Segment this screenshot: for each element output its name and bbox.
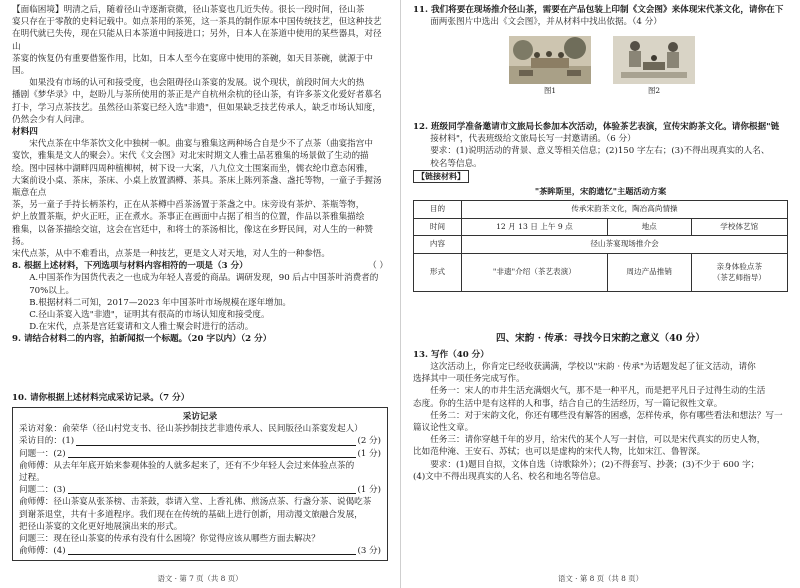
- text-line: (4)文中不得出现真实的人名、校名和地名等信息。: [413, 471, 606, 482]
- option-a-cont: 70%以上。: [29, 285, 75, 296]
- right-page: [400, 0, 800, 588]
- record-title: 采访记录: [182, 411, 218, 422]
- cell-head: 目的: [414, 200, 462, 218]
- plan-row-content: [414, 236, 788, 254]
- question-8-stem: 8. 根据上述材料，下列选项与材料内容相符的一项是（3 分）: [12, 261, 248, 272]
- option-d[interactable]: D.在宋代，点茶是宫廷宴请和文人雅士聚会时进行的活动。: [29, 322, 254, 333]
- text-line: 宴饮，雅集是文人的聚会）。宋代《文会图》对北宋时期文人雅士品茗雅集的场景做了生动的描: [12, 151, 369, 162]
- cell-head: 地点: [607, 218, 691, 236]
- text-line: 播剧《梦华录》中，赵盼儿与茶所使用的茶正是产自杭州余杭的径山茶，有许多茶文化爱好者慕名: [12, 90, 382, 101]
- cell-value: 传承宋韵茶文化，陶冶高尚情操: [462, 200, 788, 218]
- record-purpose-row[interactable]: [19, 435, 381, 447]
- page-footer: 语文 · 第 7 页（共 8 页）: [157, 574, 243, 584]
- record-q1-row[interactable]: [19, 448, 381, 460]
- question-10-stem: 10. 请你根据上述材料完成采访记录。（7 分）: [12, 392, 190, 403]
- text-line: 茶，另一童子手持长柄茶杓，正在从茶樽中舀茶汤置于茶盏之中。床旁设有茶炉、茶瓶等物，: [12, 200, 365, 211]
- image-2-caption: 图2: [647, 86, 661, 96]
- left-column: [12, 4, 388, 561]
- record-q2-row[interactable]: [19, 484, 381, 496]
- text-line: 宋代点茶在中华茶饮文化中独树一帜。曲宴与雅集这两种场合自是少不了点茶（曲宴指宫中: [29, 139, 373, 150]
- task-three: 任务三：请你穿越千年的岁月，给宋代的某个人写一封信，可以是宋代真实的历史人物，: [430, 435, 766, 446]
- cell-value: 径山茶宴现场推介会: [462, 236, 788, 254]
- question-11: [413, 4, 788, 28]
- question-12-line: 校名等信息。: [430, 158, 482, 169]
- painting-2-picture: [613, 36, 695, 84]
- answer-line[interactable]: [68, 457, 356, 458]
- text-line: 宴只存在于零散的史料记载中。如点茶用的茶筅，这一茶具的制作原本中国传统技艺，但这种技艺: [12, 17, 382, 28]
- text-line: 仍然会少有人问津。: [12, 114, 90, 125]
- score: (1 分): [357, 448, 381, 459]
- passage-difficulty: [12, 4, 388, 126]
- text-line: 如果没有市场的认可和接受度，也会阻碍径山茶宴的发展。说个现状，前段时间大火的热: [29, 78, 365, 89]
- record-q2-label: 问题二：(3): [19, 485, 66, 496]
- question-8: [12, 260, 388, 272]
- image-1-caption: 图1: [543, 86, 557, 96]
- cell-line: 亲身体验点茶: [716, 261, 763, 271]
- plan-row-time: [414, 218, 788, 236]
- question-8-options: [12, 272, 388, 333]
- option-b[interactable]: B.根据材料二可知，2017—2023 年中国茶叶市场规模在逐年增加。: [29, 297, 291, 308]
- cell-head: 形式: [414, 254, 462, 292]
- interview-record: [12, 407, 388, 561]
- cell-head: 时间: [414, 218, 462, 236]
- record-a2-line: 到谢茶退堂，共有十多道程序。我们现在在传统的基础上进行创新，用动漫文旅融合发展，: [19, 509, 363, 520]
- question-12: [413, 121, 788, 170]
- cell-value: 周边产品推销: [607, 254, 691, 292]
- task-two: 任务二：对于宋韵文化，你还有哪些没有解答的困惑，怎样传承，你有哪些看法和想法？写一: [430, 410, 783, 421]
- text-line: 炉上放置茶瓶，炉火正旺，正在煮水。茶事正在画面中占据了相当的位置，作品以茶雅集描绘: [12, 212, 365, 223]
- requirements: 要求：(1)题目自拟，文体自选（诗歌除外）；(2)不得套写、抄袭；(3)不少于 600 字；: [430, 459, 760, 470]
- record-q1-label: 问题一：(2): [19, 448, 66, 459]
- record-q3: 问题三：现在径山茶宴的传承有没有什么困境？你觉得应该从哪些方面去解决？: [19, 533, 320, 544]
- text-line: 打卡，学习点茶技艺。虽然径山茶宴已经入选"非遗"，但如果缺乏技艺传承人，缺乏市场认知度，: [12, 102, 381, 113]
- text-line: 茶宴的恢复仍有重要借鉴作用，比如，日本人至今在宴席中使用的茶碗，如天目茶碗，就源于中国。: [12, 53, 373, 77]
- record-a3-row[interactable]: [19, 545, 381, 557]
- text-line: 态度。你的生活中是有这样的人和事，结合自己的生活经历，写一篇记叙性文章。: [413, 398, 723, 409]
- cell-value: 学校体艺馆: [691, 218, 787, 236]
- text-line: 雅集，以备茶描绘交谊，这会在宫廷中，和将士的茶汤相比，像这在乡野民间，对人生的一种赞扬。: [12, 224, 373, 247]
- link-material-label: 【链接材料】: [413, 170, 469, 183]
- question-12-line: 12. 班级同学准备邀请市文旅局长参加本次活动，体验茶艺表演，宣传宋韵茶文化。请你根据"链: [413, 121, 780, 132]
- painting-images: [509, 36, 788, 97]
- question-11-line: 面两张图片中选出《文会图》，并从材料中找出依据。（4 分）: [430, 17, 662, 28]
- cell-head: 内容: [414, 236, 462, 254]
- score: (1 分): [357, 485, 381, 496]
- material-four-title: 材料四: [12, 127, 38, 138]
- answer-line[interactable]: [76, 445, 355, 446]
- score: (2 分): [357, 436, 381, 447]
- record-a1-cont: 过程。: [19, 472, 45, 483]
- plan-title: "茶眸斯里，宋韵遗忆"主题活动方案: [534, 186, 667, 197]
- image-1[interactable]: [509, 36, 591, 97]
- material-four: [12, 138, 388, 260]
- text-line: 宋代点茶，从中不难看出，点茶是一种技艺，更是文人对天地，对人生的一种参悟。: [12, 249, 330, 260]
- text-line: 绘。图中园林中湖畔四周种植柳树，树下设一大案，八九位文士围案而坐，儒衣纶巾意态闲雅，: [12, 163, 373, 174]
- text-line: 比如范仲淹、王安石、苏轼；也可以是虚构的宋代人物，比如宋江、鲁智深。: [413, 447, 706, 458]
- plan-row-form: [414, 254, 788, 292]
- cell-line: （茶艺师指导）: [712, 272, 766, 282]
- record-interviewee: 采访对象：俞荣华（径山村党支书、径山茶抄制技艺非遗传承人、民间版径山茶宴发起人）: [19, 424, 363, 435]
- page-footer: 语文 · 第 8 页（共 8 页）: [558, 574, 643, 584]
- answer-line[interactable]: [68, 554, 356, 555]
- question-12-line: 接材料"，代表班级给文旅局长写一封邀请函。（6 分）: [430, 134, 636, 145]
- question-13-body: [413, 361, 788, 483]
- question-12-line: 要求：(1)说明活动的背景、意义等相关信息；(2)150 字左右；(3)不得出现真实的人名、: [430, 146, 770, 157]
- answer-bracket[interactable]: （ ）: [368, 261, 388, 272]
- cell-value: 12 月 13 日 上午 9 点: [462, 218, 608, 236]
- right-column: [413, 4, 788, 483]
- answer-line[interactable]: [68, 493, 356, 494]
- section-four-title: 四、宋韵 · 传承：寻找今日宋韵之意义（40 分）: [496, 333, 705, 345]
- record-a3-label: 俞师傅：(4): [19, 546, 66, 557]
- option-a[interactable]: A.中国茶作为国货代表之一也成为年轻人喜爱的商品。调研发现，90 后占中国茶叶消费者的: [29, 273, 379, 284]
- text-line: 在明代就已失传，现在只能从日本茶道中间接进口；另外，日本人在茶道中使用的某些器具，对径山: [12, 29, 382, 52]
- task-one: 任务一：宋人的市井生活充满烟火气，那不是一种平凡，而是把平凡日子过得生动的生活: [430, 386, 766, 397]
- image-2[interactable]: [613, 36, 695, 97]
- plan-row-purpose: [414, 200, 788, 218]
- painting-1-picture: [509, 36, 591, 84]
- record-a1: 俞师傅：从去年年底开始来参观体验的人就多起来了，还有不少年轻人会过来体验点茶的: [19, 460, 355, 471]
- text-line: 大案前设小桌、茶床，茶床、小桌上放置酒樽、茶具。茶床上陈列茶盏、盏托等物，一童子手握汤瓶意在点: [12, 175, 382, 199]
- cell-value: "非遗"介绍（茶艺表演）: [462, 254, 608, 292]
- question-9: 9. 请结合材料二的内容，拍新闻拟一个标题。（20 字以内）（2 分）: [12, 334, 272, 345]
- text-line: 这次活动上，你肯定已经收获满满，学校以"宋韵 · 传承"为话题发起了征文活动，请你: [430, 361, 756, 372]
- record-a2-line: 把径山茶宴的文化更好地展演出来的形式。: [19, 521, 183, 532]
- cell-value: [691, 254, 787, 292]
- option-c[interactable]: C.径山茶宴入选"非遗"，证明其有很高的市场认知度和接受度。: [29, 310, 270, 321]
- text-line: 选择其中一项任务完成写作。: [413, 374, 525, 385]
- score: (3 分): [357, 546, 381, 557]
- record-a2-line: 俞师傅：径山茶宴从张茶榜、击茶鼓，恭请入堂、上香礼佛、煎汤点茶、行盏分茶、说偈吃茶: [19, 497, 372, 508]
- question-11-line: 11. 我们将要在现场推介径山茶，需要在产品包装上印制《文会图》来体现宋代茶文化，请你在下: [413, 5, 784, 15]
- activity-plan-table: [413, 200, 788, 292]
- question-13-head: 13. 写作（40 分）: [413, 349, 489, 360]
- text-line: 【面临困境】明清之后，随着径山寺逐渐衰微，径山茶宴也几近失传。很长一段时间，径山茶: [12, 5, 365, 15]
- record-purpose-label: 采访目的：(1): [19, 436, 75, 447]
- text-line: 篇议论性文章。: [413, 422, 474, 433]
